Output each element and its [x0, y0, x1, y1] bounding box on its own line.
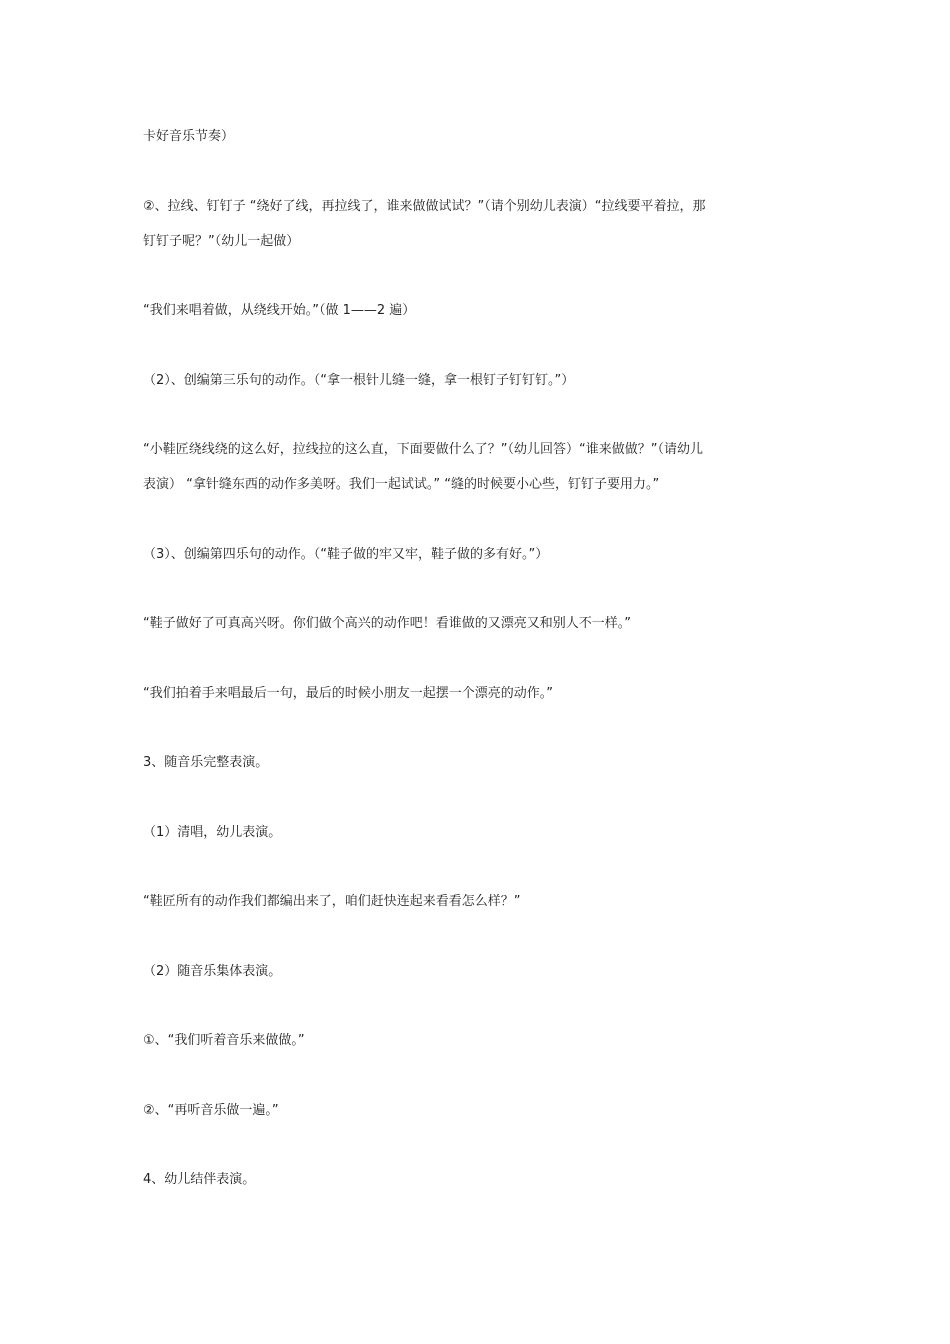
text-line: “我们拍着手来唱最后一句，最后的时候小朋友一起摆一个漂亮的动作。”: [143, 686, 553, 701]
text-line: 4、幼儿结伴表演。: [143, 1172, 256, 1187]
text-line: “小鞋匠绕线绕的这么好，拉线拉的这么直，下面要做什么了？”（幼儿回答）“谁来做做？”（请幼儿: [143, 442, 703, 457]
text-line: “鞋子做好了可真高兴呀。你们做个高兴的动作吧！看谁做的又漂亮又和别人不一样。”: [143, 616, 631, 631]
text-line: （2）随音乐集体表演。: [143, 964, 282, 979]
text-line: 卡好音乐节奏）: [143, 129, 235, 144]
text-line: （2）、创编第三乐句的动作。（“拿一根针儿缝一缝，拿一根钉子钉钉钉。”）: [143, 373, 575, 388]
text-line: ②、拉线、钉钉子 “绕好了线，再拉线了，谁来做做试试？”（请个别幼儿表演）“拉线要平着拉，那: [143, 199, 706, 214]
text-line: 表演） “拿针缝东西的动作多美呀。我们一起试试。” “缝的时候要小心些，钉钉子要用力。”: [143, 477, 660, 492]
text-line: （3）、创编第四乐句的动作。（“鞋子做的牢又牢，鞋子做的多有好。”）: [143, 547, 549, 562]
text-line: 钉钉子呢？”（幼儿一起做）: [143, 234, 300, 249]
text-line: “我们来唱着做，从绕线开始。”（做 1——2 遍）: [143, 303, 416, 318]
text-line: 3、随音乐完整表演。: [143, 755, 269, 770]
text-line: ①、“我们听着音乐来做做。”: [143, 1033, 305, 1048]
text-line: “鞋匠所有的动作我们都编出来了，咱们赶快连起来看看怎么样？”: [143, 894, 521, 909]
text-line: （1）清唱，幼儿表演。: [143, 825, 282, 840]
text-line: ②、“再听音乐做一遍。”: [143, 1103, 279, 1118]
